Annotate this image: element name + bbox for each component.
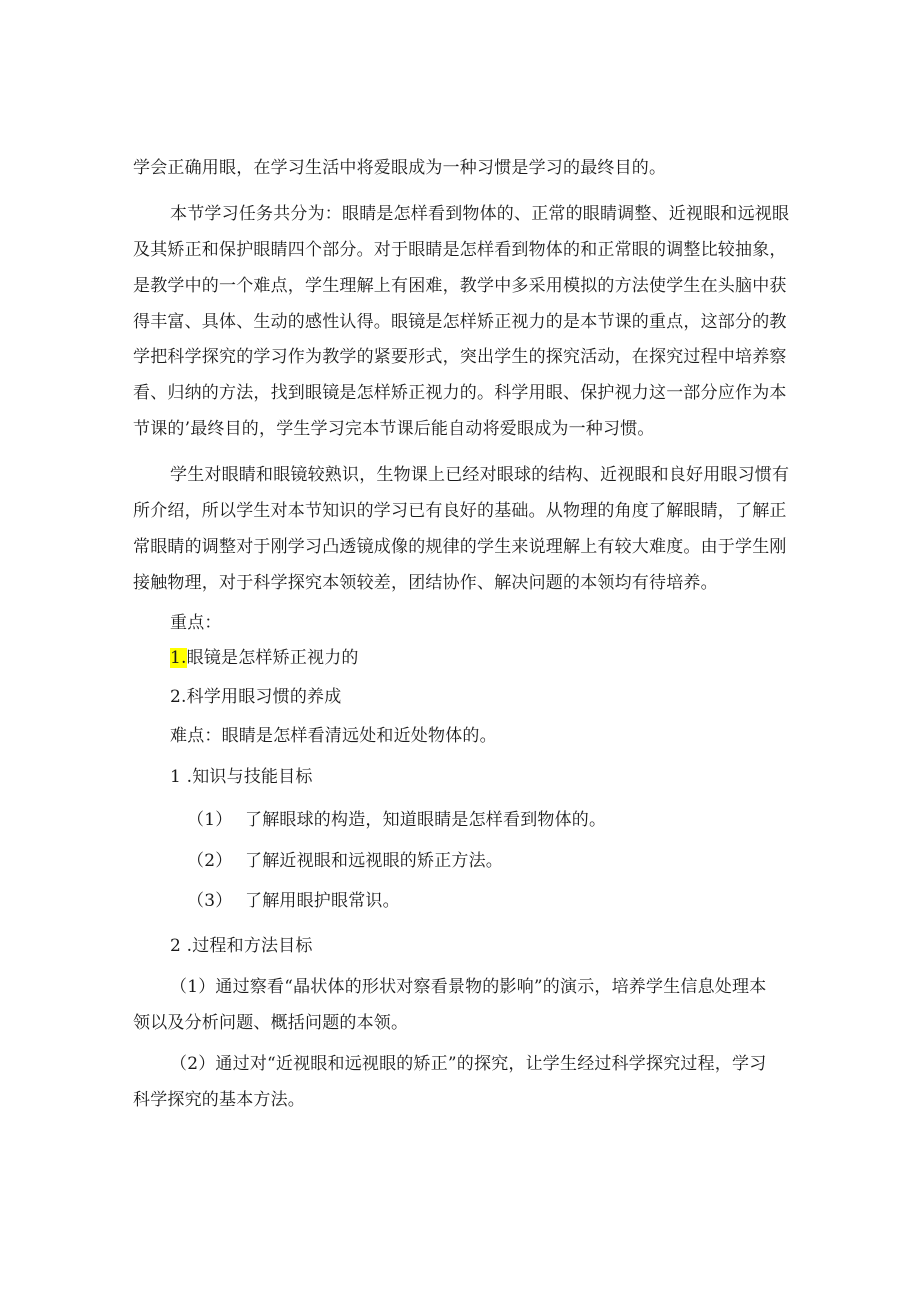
goal2-item-line: （2）通过对“近视眼和远视眼的矫正”的探究，让学生经过科学探究过程，学习 <box>170 1054 767 1074</box>
item-text: 了解近视眼和远视眼的矫正方法。 <box>245 851 503 871</box>
paragraph-line: 接触物理，对于科学探究本领较差，团结协作、解决问题的本领均有待培养。 <box>133 573 718 593</box>
paragraph-line: 所介绍，所以学生对本节知识的学习已有良好的基础。从物理的角度了解眼睛，了解正 <box>133 501 787 521</box>
highlighted-number: 1. <box>170 648 187 668</box>
paragraph-line: 节课的’最终目的，学生学习完本节课后能自动将爱眼成为一种习惯。 <box>133 419 655 439</box>
paragraph-line: 是教学中的一个难点，学生理解上有困难，教学中多采用模拟的方法使学生在头脑中获 <box>133 276 787 296</box>
item-number: （3） <box>187 891 233 911</box>
goal1-item <box>187 849 847 873</box>
paragraph-line: 学把科学探究的学习作为教学的紧要形式，突出学生的探究活动，在探究过程中培养察 <box>133 347 787 367</box>
paragraph-line: 及其矫正和保护眼睛四个部分。对于眼睛是怎样看到物体的和正常眼的调整比较抽象， <box>133 240 787 260</box>
paragraph-line: 学生对眼睛和眼镜较熟识，生物课上已经对眼球的结构、近视眼和良好用眼习惯有 <box>170 465 790 485</box>
item-number: （2） <box>187 851 233 871</box>
paragraph-line: 常眼睛的调整对于刚学习凸透镜成像的规律的学生来说理解上有较大难度。由于学生刚 <box>133 537 787 557</box>
item-text: 了解眼球的构造，知道眼睛是怎样看到物体的。 <box>245 810 607 830</box>
item-text: 了解用眼护眼常识。 <box>245 891 400 911</box>
goal2-item-line: （1）通过察看“晶状体的形状对察看景物的影响”的演示，培养学生信息处理本 <box>170 977 767 997</box>
paragraph-line: 看、归纳的方法，找到眼镜是怎样矫正视力的。科学用眼、保护视力这一部分应作为本 <box>133 383 787 403</box>
goal2-item-line: 科学探究的基本方法。 <box>133 1090 305 1110</box>
key-points-label: 重点： <box>170 613 222 633</box>
item-number: （1） <box>187 810 233 830</box>
goal2-heading: 2 .过程和方法目标 <box>170 936 313 956</box>
opening-line: 学会正确用眼，在学习生活中将爱眼成为一种习惯是学习的最终目的。 <box>133 158 667 178</box>
key-point-item-2: 2.科学用眼习惯的养成 <box>170 687 342 707</box>
goal2-item-line: 领以及分析问题、概括问题的本领。 <box>133 1013 409 1033</box>
key-point-text: 眼镜是怎样矫正视力的 <box>186 648 359 668</box>
goal1-item <box>187 889 847 913</box>
difficulty-line: 难点：眼睛是怎样看清远处和近处物体的。 <box>170 726 497 746</box>
paragraph-line: 得丰富、具体、生动的感性认得。眼镜是怎样矫正视力的是本节课的重点，这部分的教 <box>133 312 787 332</box>
goal1-item <box>187 808 847 832</box>
goal1-heading: 1 .知识与技能目标 <box>170 767 313 787</box>
key-point-item-1 <box>170 646 830 670</box>
paragraph-line: 本节学习任务共分为：眼睛是怎样看到物体的、正常的眼睛调整、近视眼和远视眼 <box>170 204 790 224</box>
